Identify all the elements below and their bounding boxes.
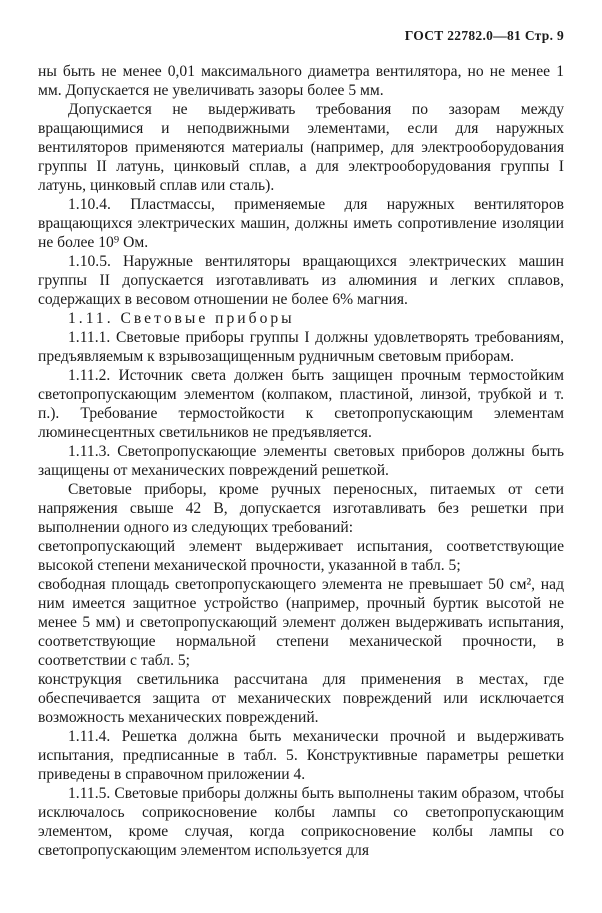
- clause-1-11-5: 1.11.5. Световые приборы должны быть выполнены таким образом, чтобы исключалось соприкосновение колбы лампы со светопропускающим элементом, кроме случая, когда соприкосновение колбы лампы со светопропускающим элементом используется для: [38, 785, 564, 859]
- section-heading-1-11: 1.11. Световые приборы: [68, 310, 295, 327]
- clause-1-10-4: 1.10.4. Пластмассы, применяемые для наружных вентиляторов вращающихся электрических машин, должны иметь сопротивление изоляции не более 10⁹ Ом.: [38, 196, 564, 251]
- clause-1-11-1: 1.11.1. Световые приборы группы I должны удовлетворять требованиям, предъявляемым к взрывозащищенным рудничным световым приборам.: [38, 329, 564, 365]
- clause-1-11-4: 1.11.4. Решетка должна быть механически прочной и выдерживать испытания, предписанные в табл. 5. Конструктивные параметры решетки приведены в справочном приложении 4.: [38, 728, 564, 783]
- clause-1-11-3: 1.11.3. Светопропускающие элементы световых приборов должны быть защищены от механических повреждений решеткой.: [38, 443, 564, 479]
- paragraph: Световые приборы, кроме ручных переносных, питаемых от сети напряжения свыше 42 В, допускается изготавливать без решетки при выполнении одного из следующих требований:: [38, 481, 564, 536]
- standard-number: ГОСТ 22782.0—81: [404, 28, 522, 43]
- page-header: [405, 28, 564, 44]
- clause-1-11-2: 1.11.2. Источник света должен быть защищен прочным термостойким светопропускающим элементом (колпаком, пластиной, линзой, трубкой и т. п.). Требование термостойкости к светопропускающим элементам люминесцентных светильников не предъявляется.: [38, 367, 564, 441]
- body-text: [38, 62, 564, 860]
- clause-1-10-5: 1.10.5. Наружные вентиляторы вращающихся электрических машин группы II допускается изготавливать из алюминия и легких сплавов, содержащих в весовом отношении не более 6% магния.: [38, 253, 564, 308]
- page-number: Стр. 9: [524, 28, 564, 43]
- paragraph: Допускается не выдерживать требования по зазорам между вращающимися и неподвижными элементами, если для наружных вентиляторов применяются материалы (например, для электрооборудования группы II латунь, цинковый сплав, а для электрооборудования группы I латунь, цинковый сплав или сталь).: [38, 101, 564, 194]
- requirement-item: свободная площадь светопропускающего элемента не превышает 50 см², над ним имеется защитное устройство (например, прочный буртик высотой не менее 5 мм) и светопропускающий элемент должен выдерживать испытания, соответствующие нормальной степени механической прочности, в соответствии с табл. 5;: [38, 576, 564, 669]
- requirement-item: конструкция светильника рассчитана для применения в местах, где обеспечивается защита от механических повреждений или исключается возможность механических повреждений.: [38, 671, 564, 726]
- requirement-item: светопропускающий элемент выдерживает испытания, соответствующие высокой степени механической прочности, указанной в табл. 5;: [38, 538, 564, 574]
- paragraph-continuation: ны быть не менее 0,01 максимального диаметра вентилятора, но не менее 1 мм. Допускается не увеличивать зазоры более 5 мм.: [38, 63, 564, 99]
